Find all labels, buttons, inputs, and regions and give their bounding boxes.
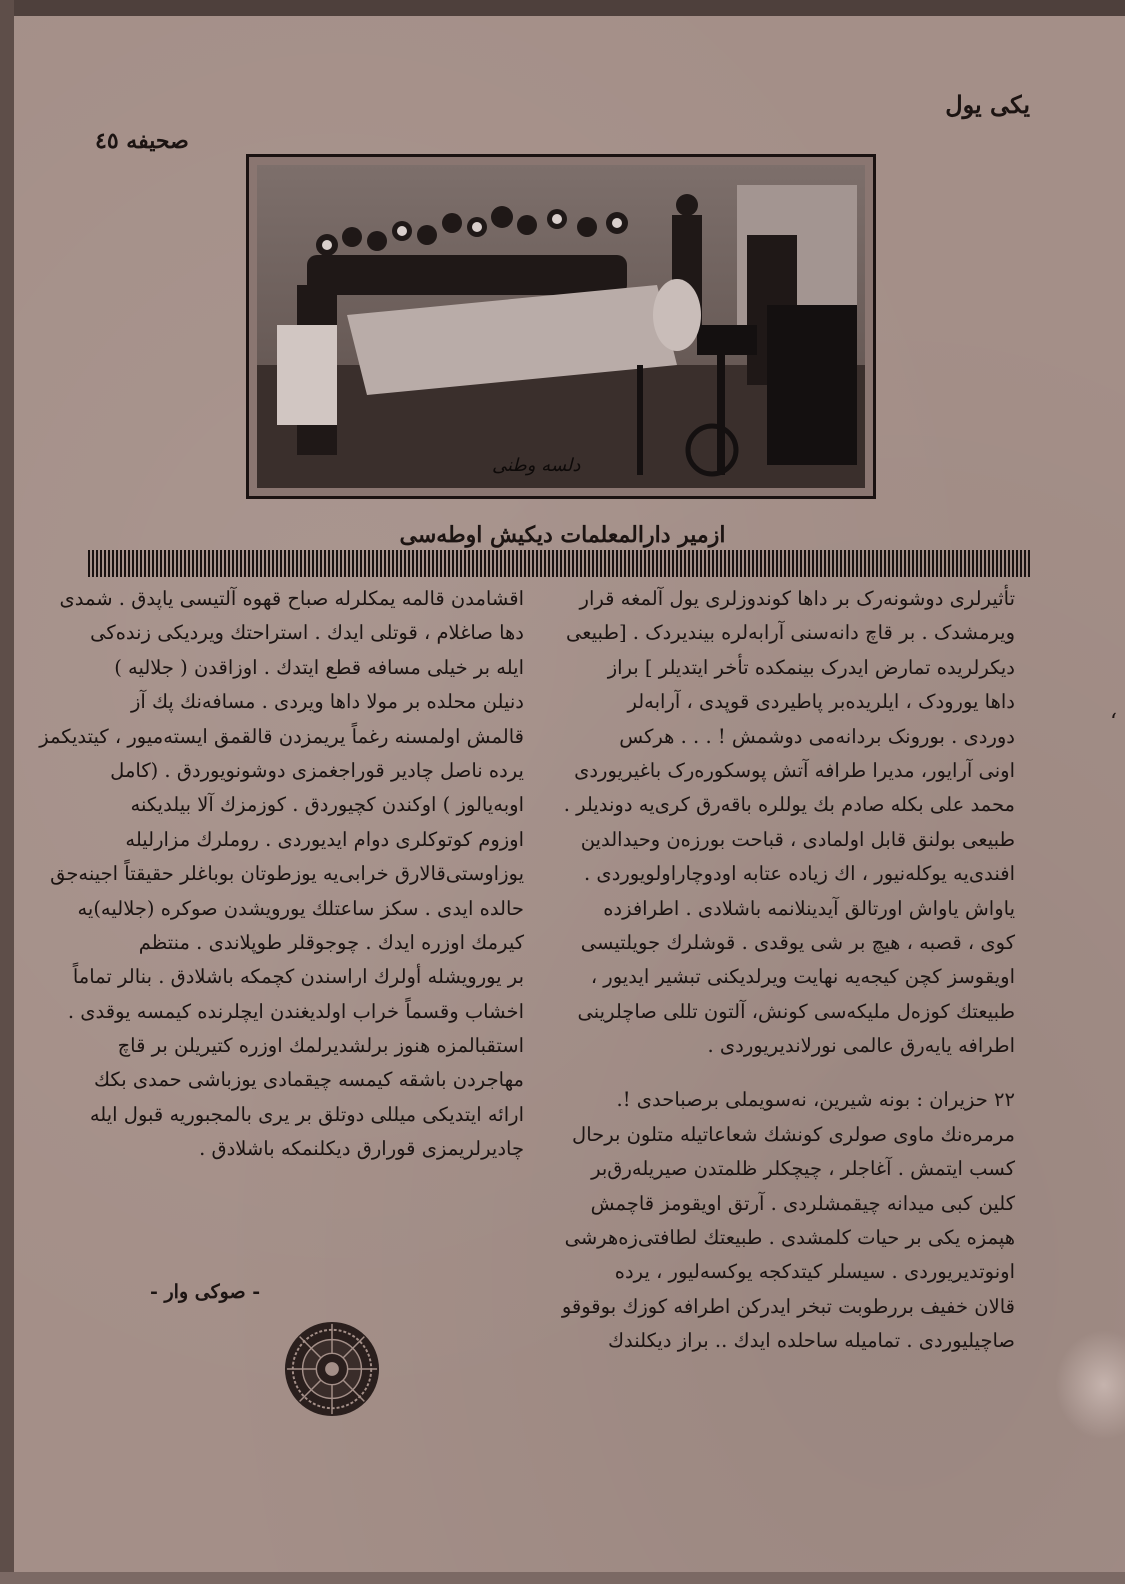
- text-line: اوبه‌یالوز ) اوکندن کچیوردق . کوزمزك آلا بیلدیکنه: [130, 793, 524, 817]
- text-line: بر یورویشله أولرك اراسندن کچمکه باشلادق . بنالر تماماً: [72, 965, 524, 989]
- text-line: اونوتدیریوردی . سیسلر کیتدکجه یوکسه‌لیور ، یرده: [614, 1260, 1015, 1284]
- text-line: کسب ایتمش . آغاجلر ، چیچکلر ظلمتدن صیریله‌رق‌بر: [591, 1157, 1015, 1181]
- text-line: داها یورودک ، ایلریده‌بر پاطیردی قوپدی ، آرابه‌لر: [627, 690, 1015, 714]
- text-line: محمد علی بکله صادم بك یوللره باقه‌رق کری‌یه دوندیلر .: [563, 793, 1015, 817]
- text-line: ٢٢ حزیران : بونه شیرین، نه‌سویملی برصباحدی !.: [616, 1088, 1015, 1112]
- paper-stain: [1055, 1330, 1125, 1440]
- page-edge-bottom: [0, 1572, 1125, 1584]
- text-line: هپمزه یکی بر حیات کلمشدی . طبیعتك لطافتی‌زه‌هرشی: [564, 1226, 1015, 1250]
- text-line: اقشامدن قالمه یمکلرله صباح قهوه آلتیسی یاپدق . شمدی: [59, 587, 524, 610]
- text-line: ارائه ایتدیکی میللی دوتلق بر یری بالمجبوریه قبول ایله: [89, 1102, 524, 1126]
- page-edge-top: [0, 0, 1125, 16]
- ornament-rosette-icon: [283, 1320, 381, 1418]
- text-line: یرده ناصل چادیر قوراجغمزی دوشونویوردق . (کامل: [110, 758, 524, 782]
- photograph-frame: [246, 154, 876, 499]
- text-line: کیرمك اوزره ایدك . چوجوقلر طوپلاندی . منتظم: [138, 930, 524, 954]
- text-line: مرمره‌نك ماوی صولری کونشك شعاعاتیله متلون برحال: [572, 1122, 1015, 1146]
- text-line: اویقوسز کچن کیجه‌یه نهایت ویرلدیکنی تبشیر ایدیور ،: [590, 965, 1015, 989]
- text-line: دها صاغلام ، قوتلی ایدك . استراحتك ویردیکی زنده‌کی: [90, 621, 524, 645]
- text-line: اطرافه یایه‌رق عالمی نورلاندیریوردی .: [707, 1034, 1015, 1058]
- page-edge-left: [0, 0, 14, 1584]
- paragraph-gap: [595, 1063, 1015, 1083]
- right-text-column: [561, 582, 1015, 1359]
- text-line: طبیعتك کوزه‌ل ملیکه‌سی کونش، آلتون تللی صاچلرینی: [577, 999, 1015, 1023]
- text-line: طبیعی بولنق قابل اولمادی ، قباحت بورزه‌ن وحیدالدین: [580, 827, 1015, 851]
- text-line: اوزوم کوتوکلری دوام ایدیوردی . روملرك مزارلیله: [125, 827, 524, 851]
- journal-title: یکی یول: [945, 90, 1030, 119]
- text-line: تأثیرلری دوشونه‌رک بر داها کوندوزلری یول آلمغه قرار: [579, 587, 1015, 610]
- text-line: کلین کبی میدانه چیقمشلردی . آرتق اویقومز قاچمش: [590, 1191, 1015, 1215]
- text-line: یاواش یاواش اورتالق آیدینلانمه باشلادی . اطرافزده: [603, 896, 1015, 920]
- decorative-rule-bottom: [88, 563, 1032, 577]
- text-line: صاچیلیوردی . تماميله ساحلده ایدك .. براز دیکلندك: [607, 1329, 1015, 1353]
- decorative-rule-top: [88, 550, 1032, 564]
- photograph-illustration: [257, 165, 865, 488]
- text-line: دنیلن محلده بر مولا داها ویردی . مسافه‌نك پك آز: [130, 690, 524, 714]
- margin-mark: ‘: [1110, 710, 1117, 735]
- sewing-room-photograph: [257, 165, 865, 488]
- left-text-column: [39, 582, 524, 1167]
- text-line: دوردی . بورونک بردانه‌می دوشمش ! . . . هرکس: [619, 724, 1015, 748]
- text-line: ایله بر خیلی مسافه قطع ایتدك . اوزاقدن ( جلالیه ): [114, 655, 524, 679]
- text-line: کوی ، قصبه ، هیچ بر شی یوقدی . قوشلرك جویلتیسی: [580, 930, 1015, 954]
- text-line: استقبالمزه هنوز برلشدیرلمك اوزره کتیریلن بر قاچ: [117, 1034, 524, 1058]
- text-line: قالان خفیف بررطوبت تبخر ایدرکن اطرافه کوزك بوقوقو: [561, 1294, 1015, 1318]
- text-line: یوزاوستی‌قالارق خرابی‌یه یوزطوتان بوباغلر حقیقتاً اجینه‌جق: [50, 862, 524, 886]
- page-number: صحیفه ٤٥: [95, 128, 189, 154]
- text-line: ویرمشدک . بر قاچ دانه‌سنی آرابه‌لره بیندیردک . [طبیعی: [566, 621, 1015, 645]
- text-line: اخشاب وقسماً خراب اولدیغندن ایچلرنده کیمسه یوقدی .: [67, 999, 524, 1023]
- text-line: مهاجردن باشقه کیمسه چیقمادی یوزباشی حمدی بکك: [94, 1068, 524, 1092]
- text-line: قالمش اولمسنه رغماً یریمزدن قالقمق ایسته‌میور ، کیتدیکمز: [39, 724, 524, 748]
- text-line: چادیرلریمزی قورارق دیکلنمکه باشلادق .: [199, 1137, 524, 1161]
- text-line: اونی آرایور، مدیرا طرافه آتش پوسکوره‌رک باغیریوردی: [574, 758, 1015, 782]
- text-line: دیکرلریده تمارض ایدرک بینمکده تأخر ایتدیلر ] براز: [607, 655, 1015, 679]
- photo-caption: ازمیر دارالمعلمات دیکیش اوطه‌سی: [399, 522, 726, 548]
- photo-inscription: دلسه وطنی: [492, 455, 581, 476]
- text-line: حالده ایدی . سکز ساعتلك یورویشدن صوکره (جلالیه)یه: [77, 896, 524, 920]
- text-line: افندی‌یه یوکله‌نیور ، اك زیاده عتابه اودوچاراولویوردی .: [584, 862, 1015, 886]
- continued-label: - صوکی وار -: [150, 1281, 261, 1303]
